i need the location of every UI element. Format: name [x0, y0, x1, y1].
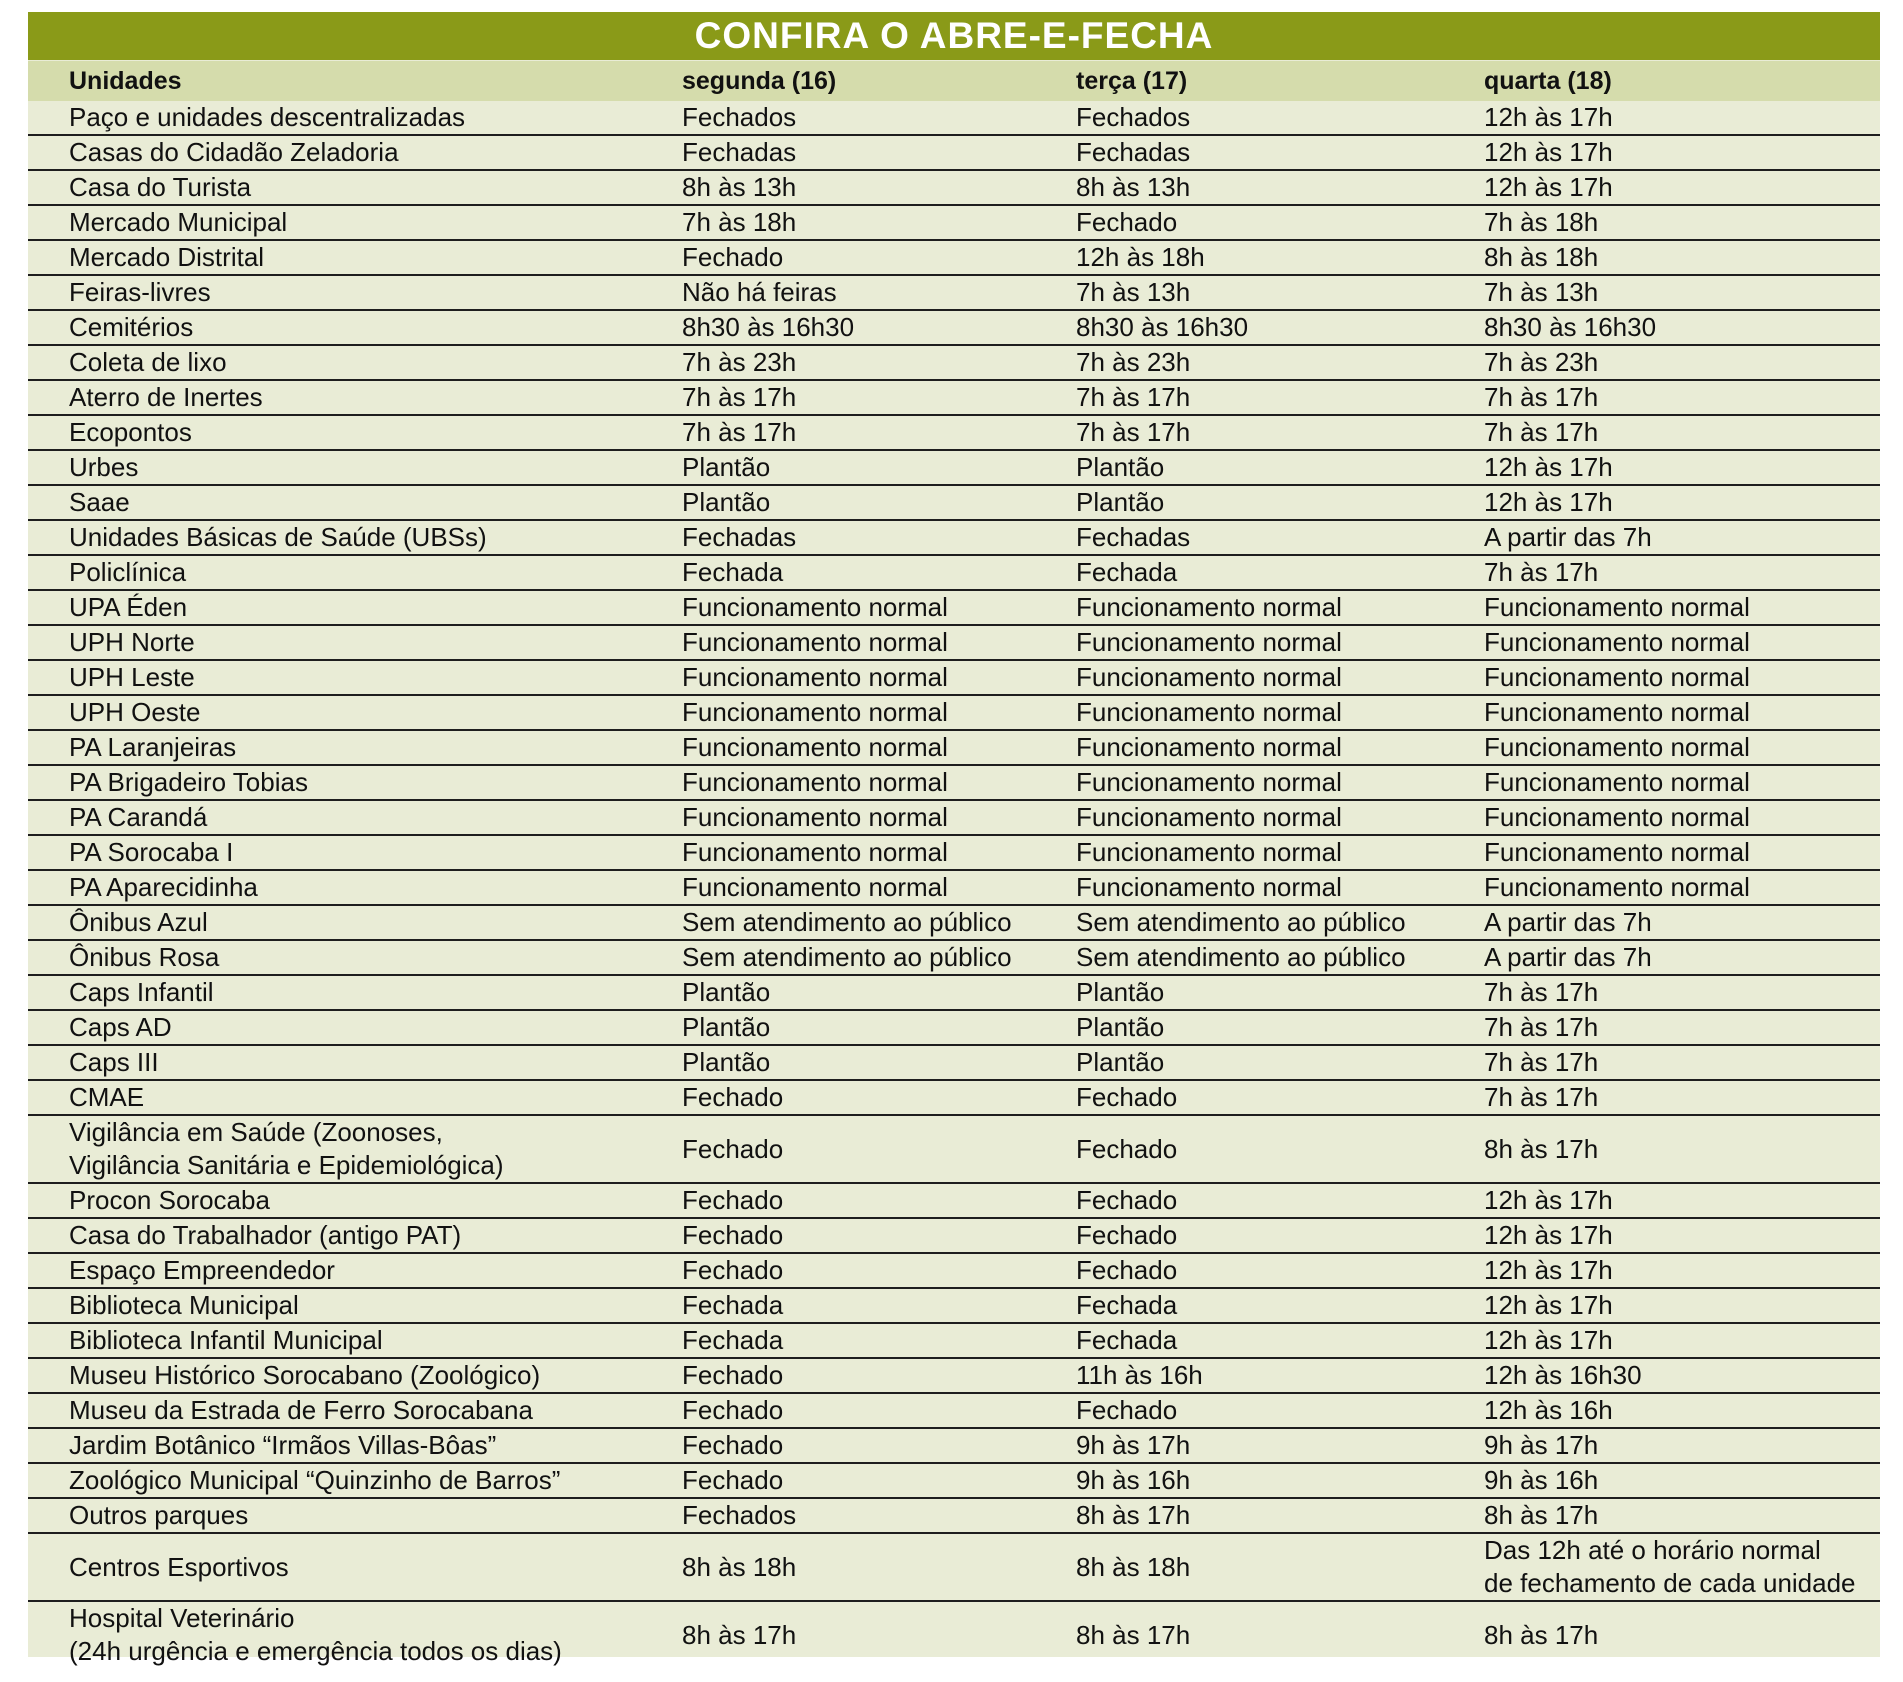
schedule-table: [28, 61, 1880, 1668]
tuesday-cell: Fechado: [1070, 1218, 1478, 1253]
table-row: [28, 1080, 1880, 1115]
wednesday-cell: 7h às 17h: [1478, 415, 1880, 450]
wednesday-cell: 7h às 17h: [1478, 1045, 1880, 1080]
monday-cell: Funcionamento normal: [676, 765, 1070, 800]
header-row: [28, 61, 1880, 101]
unit-cell: Jardim Botânico “Irmãos Villas-Bôas”: [28, 1428, 676, 1463]
unit-cell: PA Brigadeiro Tobias: [28, 765, 676, 800]
unit-cell: Outros parques: [28, 1498, 676, 1533]
wednesday-cell: 7h às 18h: [1478, 205, 1880, 240]
unit-cell: UPH Norte: [28, 625, 676, 660]
wednesday-cell: 12h às 17h: [1478, 170, 1880, 205]
unit-cell: PA Aparecidinha: [28, 870, 676, 905]
table-row: [28, 310, 1880, 345]
wednesday-cell: 9h às 17h: [1478, 1428, 1880, 1463]
table-row: [28, 695, 1880, 730]
monday-cell: Sem atendimento ao público: [676, 940, 1070, 975]
unit-cell: Ônibus Azul: [28, 905, 676, 940]
table-title: CONFIRA O ABRE-E-FECHA: [28, 12, 1880, 60]
wednesday-cell: 7h às 17h: [1478, 1080, 1880, 1115]
tuesday-cell: Fechados: [1070, 101, 1478, 135]
tuesday-cell: Fechada: [1070, 1323, 1478, 1358]
tuesday-cell: Fechado: [1070, 1253, 1478, 1288]
unit-cell: Casas do Cidadão Zeladoria: [28, 135, 676, 170]
monday-cell: Plantão: [676, 485, 1070, 520]
monday-cell: Fechado: [676, 1218, 1070, 1253]
unit-cell: Mercado Municipal: [28, 205, 676, 240]
monday-cell: 7h às 17h: [676, 380, 1070, 415]
tuesday-cell: Plantão: [1070, 1010, 1478, 1045]
monday-cell: Funcionamento normal: [676, 730, 1070, 765]
table-row: [28, 1218, 1880, 1253]
table-row: [28, 240, 1880, 275]
table-row: [28, 1393, 1880, 1428]
tuesday-cell: Fechada: [1070, 1288, 1478, 1323]
tuesday-cell: Fechada: [1070, 555, 1478, 590]
table-row: [28, 1010, 1880, 1045]
wednesday-cell: 8h às 17h: [1484, 1619, 1599, 1650]
tuesday-cell: 12h às 18h: [1070, 240, 1478, 275]
table-row: [28, 905, 1880, 940]
table-row: [28, 205, 1880, 240]
unit-cell: Casa do Turista: [28, 170, 676, 205]
monday-cell: Plantão: [676, 1010, 1070, 1045]
wednesday-cell: 12h às 17h: [1478, 135, 1880, 170]
unit-cell: Caps AD: [28, 1010, 676, 1045]
wednesday-cell: Funcionamento normal: [1478, 835, 1880, 870]
wednesday-cell: 7h às 17h: [1478, 380, 1880, 415]
tuesday-cell: Fechadas: [1070, 135, 1478, 170]
table-row: [28, 765, 1880, 800]
unit-cell: Museu Histórico Sorocabano (Zoológico): [28, 1358, 676, 1393]
wednesday-cell: 7h às 17h: [1478, 555, 1880, 590]
monday-cell: 7h às 17h: [676, 415, 1070, 450]
header-segunda: segunda (16): [682, 66, 837, 95]
wednesday-cell: A partir das 7h: [1478, 520, 1880, 555]
table-row: [28, 1463, 1880, 1498]
unit-cell: Policlínica: [28, 555, 676, 590]
monday-cell: Funcionamento normal: [676, 870, 1070, 905]
unit-cell: Coleta de lixo: [28, 345, 676, 380]
monday-cell: Fechado: [676, 1428, 1070, 1463]
tuesday-cell: 7h às 17h: [1070, 415, 1478, 450]
unit-cell: Vigilância em Saúde (Zoonoses, Vigilância Sanitária e Epidemiológica): [28, 1115, 676, 1183]
tuesday-cell: Fechado: [1070, 205, 1478, 240]
unit-cell: UPH Oeste: [28, 695, 676, 730]
unit-cell: CMAE: [28, 1080, 676, 1115]
monday-cell: 7h às 18h: [676, 205, 1070, 240]
unit-cell: Centros Esportivos: [28, 1533, 676, 1601]
wednesday-cell: 8h às 17h: [1478, 1498, 1880, 1533]
wednesday-cell: 12h às 17h: [1478, 1183, 1880, 1218]
monday-cell: 7h às 23h: [676, 345, 1070, 380]
tuesday-cell: Plantão: [1070, 450, 1478, 485]
tuesday-cell: Funcionamento normal: [1070, 625, 1478, 660]
monday-cell: Fechados: [676, 1498, 1070, 1533]
monday-cell: Fechado: [676, 1080, 1070, 1115]
tuesday-cell: Fechado: [1070, 1080, 1478, 1115]
table-row: [28, 555, 1880, 590]
table-row: [28, 485, 1880, 520]
tuesday-cell: 8h às 17h: [1076, 1619, 1191, 1650]
tuesday-cell: Sem atendimento ao público: [1070, 905, 1478, 940]
unit-cell: PA Sorocaba I: [28, 835, 676, 870]
tuesday-cell: Funcionamento normal: [1070, 870, 1478, 905]
table-row: [28, 1288, 1880, 1323]
monday-cell: Plantão: [676, 975, 1070, 1010]
unit-cell: Hospital Veterinário (24h urgência e emergência todos os dias): [69, 1603, 562, 1666]
tuesday-cell: Fechado: [1070, 1393, 1478, 1428]
monday-cell: Plantão: [676, 1045, 1070, 1080]
unit-cell: Feiras-livres: [28, 275, 676, 310]
monday-cell: Fechado: [676, 1183, 1070, 1218]
header-terca: terça (17): [1076, 66, 1188, 95]
wednesday-cell: Funcionamento normal: [1478, 730, 1880, 765]
tuesday-cell: 9h às 16h: [1070, 1463, 1478, 1498]
monday-cell: Funcionamento normal: [676, 625, 1070, 660]
tuesday-cell: Funcionamento normal: [1070, 835, 1478, 870]
tuesday-cell: Plantão: [1070, 485, 1478, 520]
table-row: [28, 135, 1880, 170]
monday-cell: Funcionamento normal: [676, 835, 1070, 870]
table-row: [28, 835, 1880, 870]
wednesday-cell: 7h às 17h: [1478, 1010, 1880, 1045]
tuesday-cell: Fechado: [1070, 1115, 1478, 1183]
table-row: [28, 1323, 1880, 1358]
schedule-panel: [28, 12, 1880, 1666]
unit-cell: Biblioteca Municipal: [28, 1288, 676, 1323]
unit-cell: Urbes: [28, 450, 676, 485]
wednesday-cell: 12h às 17h: [1478, 101, 1880, 135]
wednesday-cell: 12h às 16h: [1478, 1393, 1880, 1428]
tuesday-cell: Plantão: [1070, 975, 1478, 1010]
tuesday-cell: Funcionamento normal: [1070, 590, 1478, 625]
unit-cell: Mercado Distrital: [28, 240, 676, 275]
unit-cell: Unidades Básicas de Saúde (UBSs): [28, 520, 676, 555]
table-row: [28, 1045, 1880, 1080]
monday-cell: Funcionamento normal: [676, 590, 1070, 625]
tuesday-cell: 8h às 17h: [1070, 1498, 1478, 1533]
unit-cell: Aterro de Inertes: [28, 380, 676, 415]
tuesday-cell: Funcionamento normal: [1070, 695, 1478, 730]
monday-cell: Fechada: [676, 555, 1070, 590]
unit-cell: Espaço Empreendedor: [28, 1253, 676, 1288]
monday-cell: 8h às 18h: [676, 1533, 1070, 1601]
table-row: [28, 625, 1880, 660]
tuesday-cell: 8h às 18h: [1070, 1533, 1478, 1601]
tuesday-cell: 7h às 23h: [1070, 345, 1478, 380]
table-body: [28, 101, 1880, 1668]
wednesday-cell: 7h às 23h: [1478, 345, 1880, 380]
table-row: [28, 1183, 1880, 1218]
tuesday-cell: 8h às 13h: [1070, 170, 1478, 205]
monday-cell: Funcionamento normal: [676, 800, 1070, 835]
wednesday-cell: 7h às 17h: [1478, 975, 1880, 1010]
monday-cell: Fechada: [676, 1323, 1070, 1358]
monday-cell: Fechadas: [676, 135, 1070, 170]
wednesday-cell: Funcionamento normal: [1478, 765, 1880, 800]
wednesday-cell: Funcionamento normal: [1478, 695, 1880, 730]
tuesday-cell: 7h às 17h: [1070, 380, 1478, 415]
unit-cell: UPH Leste: [28, 660, 676, 695]
wednesday-cell: 8h às 17h: [1478, 1115, 1880, 1183]
tuesday-cell: 8h30 às 16h30: [1070, 310, 1478, 345]
wednesday-cell: Funcionamento normal: [1478, 660, 1880, 695]
unit-cell: Procon Sorocaba: [28, 1183, 676, 1218]
wednesday-cell: 9h às 16h: [1478, 1463, 1880, 1498]
monday-cell: Fechado: [676, 1393, 1070, 1428]
tuesday-cell: Fechadas: [1070, 520, 1478, 555]
monday-cell: 8h às 13h: [676, 170, 1070, 205]
wednesday-cell: Das 12h até o horário normal de fechamento de cada unidade: [1478, 1533, 1880, 1601]
table-row: [28, 730, 1880, 765]
tuesday-cell: Funcionamento normal: [1070, 765, 1478, 800]
tuesday-cell: 11h às 16h: [1070, 1358, 1478, 1393]
wednesday-cell: A partir das 7h: [1478, 905, 1880, 940]
wednesday-cell: 12h às 17h: [1478, 1253, 1880, 1288]
monday-cell: 8h30 às 16h30: [676, 310, 1070, 345]
unit-cell: Caps Infantil: [28, 975, 676, 1010]
table-row: [28, 975, 1880, 1010]
wednesday-cell: 12h às 17h: [1478, 1288, 1880, 1323]
wednesday-cell: Funcionamento normal: [1478, 590, 1880, 625]
table-row: [28, 345, 1880, 380]
unit-cell: Zoológico Municipal “Quinzinho de Barros”: [28, 1463, 676, 1498]
table-row: [28, 660, 1880, 695]
tuesday-cell: Funcionamento normal: [1070, 660, 1478, 695]
monday-cell: Fechadas: [676, 520, 1070, 555]
unit-cell: Caps III: [28, 1045, 676, 1080]
table-row: [28, 101, 1880, 135]
monday-cell: Fechado: [676, 240, 1070, 275]
unit-cell: PA Carandá: [28, 800, 676, 835]
table-row: [28, 800, 1880, 835]
wednesday-cell: 12h às 17h: [1478, 485, 1880, 520]
table-row: [28, 1533, 1880, 1601]
unit-cell: Paço e unidades descentralizadas: [28, 101, 676, 135]
table-row: [28, 1498, 1880, 1533]
unit-cell: Museu da Estrada de Ferro Sorocabana: [28, 1393, 676, 1428]
wednesday-cell: 12h às 16h30: [1478, 1358, 1880, 1393]
wednesday-cell: 12h às 17h: [1478, 1218, 1880, 1253]
table-row: [28, 940, 1880, 975]
table-row: [28, 590, 1880, 625]
tuesday-cell: Plantão: [1070, 1045, 1478, 1080]
unit-cell: UPA Éden: [28, 590, 676, 625]
table-row: [28, 520, 1880, 555]
tuesday-cell: Sem atendimento ao público: [1070, 940, 1478, 975]
table-row: [28, 415, 1880, 450]
header-unidades: Unidades: [69, 66, 182, 95]
unit-cell: Ônibus Rosa: [28, 940, 676, 975]
table-row: [28, 275, 1880, 310]
table-row: [28, 380, 1880, 415]
monday-cell: Funcionamento normal: [676, 660, 1070, 695]
unit-cell: Saae: [28, 485, 676, 520]
wednesday-cell: 12h às 17h: [1478, 1323, 1880, 1358]
table-row: [28, 1115, 1880, 1183]
wednesday-cell: 8h às 18h: [1478, 240, 1880, 275]
monday-cell: Fechados: [676, 101, 1070, 135]
wednesday-cell: Funcionamento normal: [1478, 625, 1880, 660]
tuesday-cell: Funcionamento normal: [1070, 800, 1478, 835]
table-row: [28, 1601, 1880, 1668]
unit-cell: Biblioteca Infantil Municipal: [28, 1323, 676, 1358]
monday-cell: Funcionamento normal: [676, 695, 1070, 730]
monday-cell: Plantão: [676, 450, 1070, 485]
wednesday-cell: Funcionamento normal: [1478, 870, 1880, 905]
wednesday-cell: A partir das 7h: [1478, 940, 1880, 975]
table-row: [28, 1428, 1880, 1463]
table-row: [28, 870, 1880, 905]
monday-cell: Fechada: [676, 1288, 1070, 1323]
monday-cell: Fechado: [676, 1358, 1070, 1393]
monday-cell: Fechado: [676, 1463, 1070, 1498]
tuesday-cell: 9h às 17h: [1070, 1428, 1478, 1463]
unit-cell: Cemitérios: [28, 310, 676, 345]
table-row: [28, 170, 1880, 205]
monday-cell: Sem atendimento ao público: [676, 905, 1070, 940]
monday-cell: 8h às 17h: [682, 1619, 797, 1650]
monday-cell: Fechado: [676, 1253, 1070, 1288]
tuesday-cell: 7h às 13h: [1070, 275, 1478, 310]
table-row: [28, 1253, 1880, 1288]
wednesday-cell: 8h30 às 16h30: [1478, 310, 1880, 345]
tuesday-cell: Fechado: [1070, 1183, 1478, 1218]
monday-cell: Fechado: [676, 1115, 1070, 1183]
wednesday-cell: Funcionamento normal: [1478, 800, 1880, 835]
unit-cell: Ecopontos: [28, 415, 676, 450]
unit-cell: Casa do Trabalhador (antigo PAT): [28, 1218, 676, 1253]
monday-cell: Não há feiras: [676, 275, 1070, 310]
unit-cell: PA Laranjeiras: [28, 730, 676, 765]
header-quarta: quarta (18): [1484, 66, 1612, 95]
table-row: [28, 450, 1880, 485]
wednesday-cell: 12h às 17h: [1478, 450, 1880, 485]
wednesday-cell: 7h às 13h: [1478, 275, 1880, 310]
tuesday-cell: Funcionamento normal: [1070, 730, 1478, 765]
table-row: [28, 1358, 1880, 1393]
